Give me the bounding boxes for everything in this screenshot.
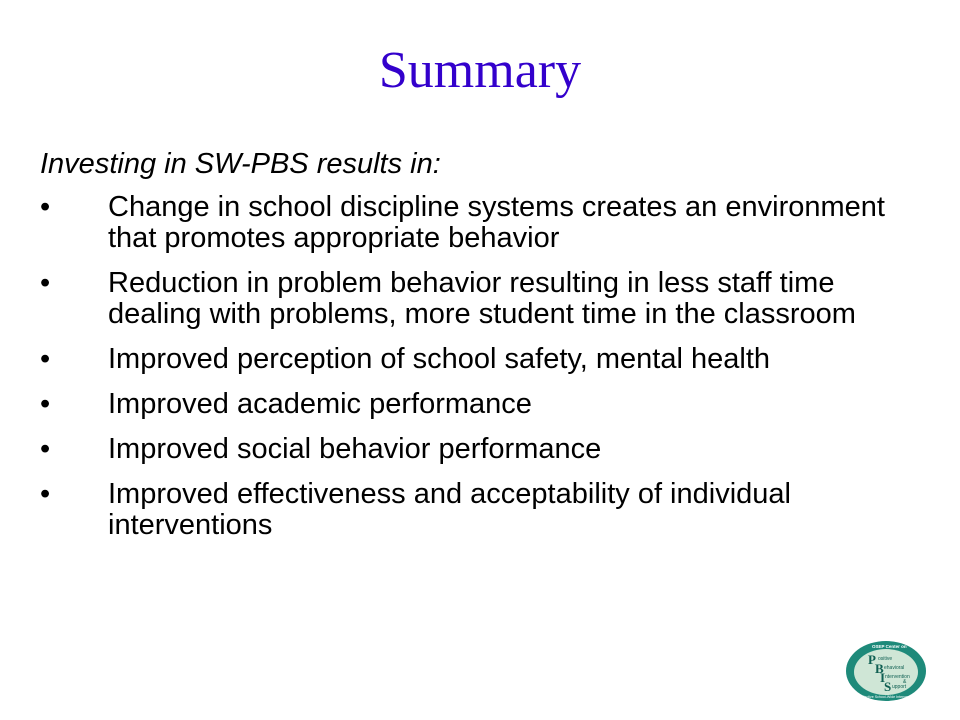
pbis-logo-graphic bbox=[845, 640, 927, 702]
logo-letter-p: P bbox=[868, 652, 876, 667]
logo-word-positive: ositive bbox=[878, 656, 893, 662]
bullet-marker: • bbox=[40, 267, 51, 299]
logo-letter-b: B bbox=[875, 661, 884, 676]
pbis-logo bbox=[845, 640, 927, 702]
bullet-item bbox=[40, 434, 910, 465]
bullet-text: Reduction in problem behavior resulting in less staff time dealing with problems, more student time in the classroom bbox=[108, 267, 856, 330]
logo-ampersand: & bbox=[903, 679, 907, 685]
bullet-item bbox=[40, 344, 910, 375]
bullet-text: Change in school discipline systems creates an environment that promotes appropriate behavior bbox=[108, 191, 885, 254]
bullet-text: Improved academic performance bbox=[108, 388, 532, 420]
logo-letter-s: S bbox=[884, 679, 892, 694]
bullet-marker: • bbox=[40, 343, 51, 375]
bullet-text: Improved effectiveness and acceptability of individual interventions bbox=[108, 478, 791, 541]
bullet-text: Improved social behavior performance bbox=[108, 433, 602, 465]
slide-title: Summary bbox=[378, 42, 582, 99]
bullet-item bbox=[40, 479, 910, 541]
bullet-text: Improved perception of school safety, mental health bbox=[108, 343, 771, 375]
bullet-marker: • bbox=[40, 191, 51, 223]
logo-word-intervention: ntervention bbox=[885, 674, 910, 680]
bullet-item bbox=[40, 389, 910, 420]
bullet-item bbox=[40, 268, 910, 330]
logo-letter-i: I bbox=[880, 670, 886, 685]
bullet-marker: • bbox=[40, 478, 51, 510]
bullet-marker: • bbox=[40, 433, 51, 465]
logo-bottom-text: Effective School-Wide Interventions bbox=[860, 695, 917, 699]
intro-text: Investing in SW-PBS results in: bbox=[40, 148, 441, 180]
logo-word-behavioral: ehavioral bbox=[884, 665, 905, 671]
logo-word-support: upport bbox=[892, 684, 907, 690]
bullet-marker: • bbox=[40, 388, 51, 420]
bullet-item bbox=[40, 192, 910, 254]
bullet-list bbox=[40, 192, 910, 555]
logo-top-text: OSEP Center on bbox=[872, 644, 907, 649]
